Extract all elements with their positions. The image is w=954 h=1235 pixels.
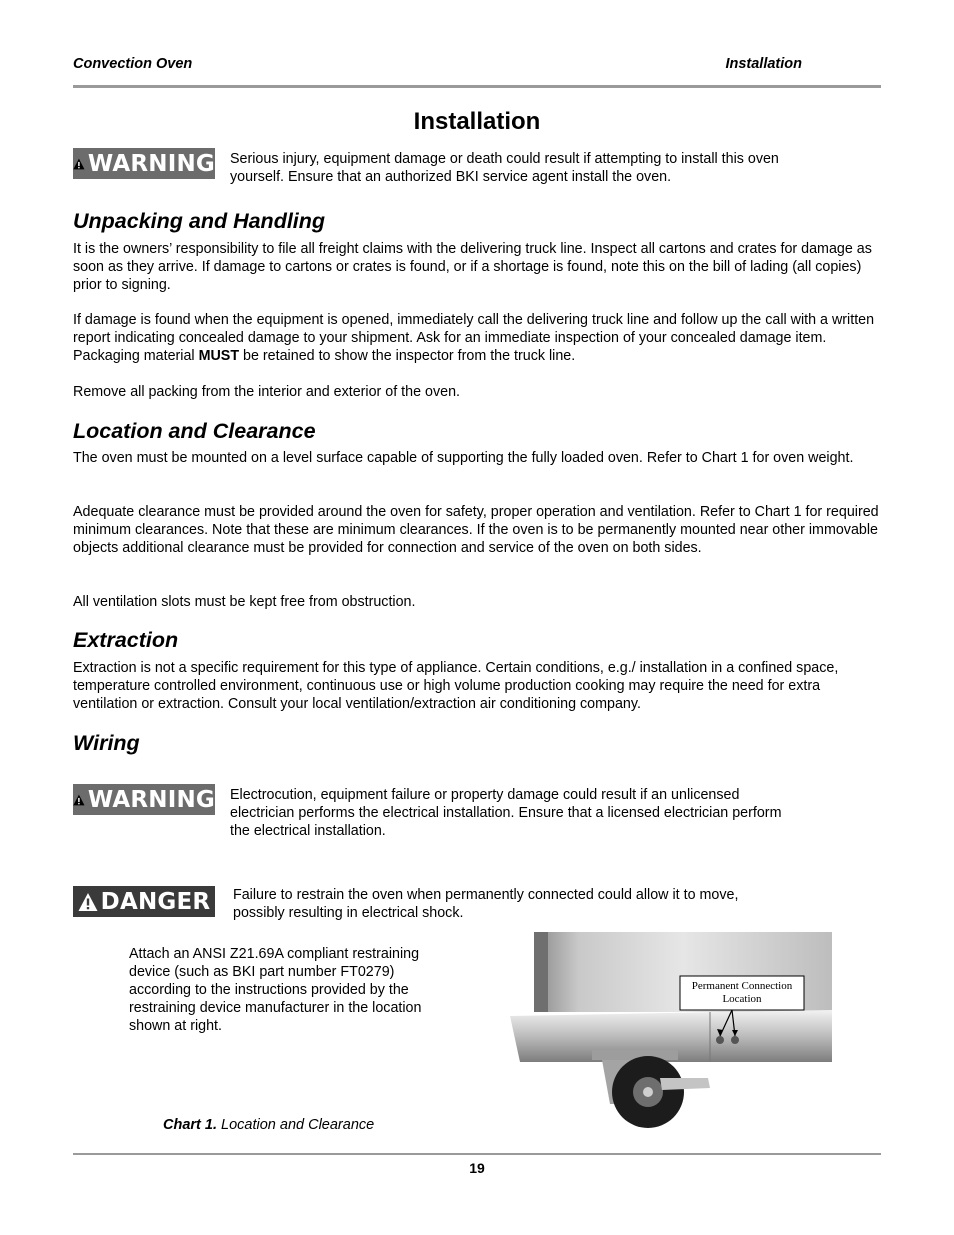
wiring-danger-text: Failure to restrain the oven when permanently connected could allow it to move, possibly resulting in electrical shock. <box>233 887 739 921</box>
warning-triangle-icon <box>73 790 85 810</box>
warning-triangle-icon <box>73 154 85 174</box>
caption-text: Location and Clearance <box>217 1117 375 1133</box>
heading-extraction: Extraction <box>73 628 179 652</box>
page-number: 19 <box>469 1160 485 1176</box>
oven-caster-photo <box>510 932 832 1128</box>
warning-badge-label: WARNING <box>87 786 215 813</box>
danger-badge <box>73 886 215 917</box>
location-paragraph-3: All ventilation slots must be kept free from obstruction. <box>73 594 416 610</box>
running-header-right: Installation <box>725 56 802 72</box>
running-header-left: Convection Oven <box>73 56 193 72</box>
chart-caption <box>163 1117 374 1133</box>
page-title: Installation <box>413 108 541 135</box>
heading-unpacking: Unpacking and Handling <box>73 209 326 233</box>
restraining-device-text: Attach an ANSI Z21.69A compliant restraining device (such as BKI part number FT0279) according to the instructions provided by the restraining device manufacturer in the location shown at right. <box>129 946 422 1034</box>
unpacking-paragraph-3: Remove all packing from the interior and exterior of the oven. <box>73 384 461 400</box>
wiring-warning-text: Electrocution, equipment failure or property damage could result if an unlicensed electrician performs the electrical installation. Ensure that a licensed electrician perform the electrical installation. <box>230 787 782 839</box>
header-rule <box>73 85 881 88</box>
heading-location: Location and Clearance <box>73 419 316 443</box>
unpacking-p2-end: be retained to show the inspector from the truck line. <box>239 348 576 364</box>
unpacking-paragraph-2 <box>73 311 883 365</box>
location-paragraph-1: The oven must be mounted on a level surface capable of supporting the fully loaded oven. Refer to Chart 1 for oven weight. <box>73 450 854 466</box>
warning-badge-label: WARNING <box>87 150 215 177</box>
unpacking-p2-start: If damage is found when the equipment is opened, immediately call the delivering truck line and follow up the call with a written report indicating concealed damage to your shipment. Ask for an immediate inspection of your concealed damage item. Packaging material <box>73 312 875 364</box>
caption-label: Chart 1. <box>163 1117 217 1133</box>
warning-install-text: Serious injury, equipment damage or death could result if attempting to install this oven yourself. Ensure that an authorized BKI service agent install the oven. <box>230 151 779 185</box>
unpacking-paragraph-1: It is the owners’ responsibility to file all freight claims with the delivering truck line. Inspect all cartons and crates for damage as soon as they arrive. If damage to cartons or crates is found, or if a shortage is found, note this on the bill of lading (all copies) prior to signing. <box>73 241 872 293</box>
footer-rule <box>73 1153 881 1155</box>
danger-badge-label: DANGER <box>100 888 211 915</box>
photo-label-line1: Permanent Connection <box>691 980 793 992</box>
heading-wiring: Wiring <box>73 731 140 755</box>
location-paragraph-2: Adequate clearance must be provided around the oven for safety, proper operation and ventilation. Refer to Chart 1 for required minimum clearances. Note that these are minimum clearances. If the oven is to be permanently mounted near other immovable objects additional clearance must be provided for connection and service of the oven on both sides. <box>73 504 879 556</box>
danger-triangle-icon <box>78 892 98 912</box>
photo-label-line2: Location <box>722 993 762 1005</box>
extraction-paragraph: Extraction is not a specific requirement for this type of appliance. Certain conditions, e.g./ installation in a confined space, temperature controlled environment, continuous use or high volume production cooking may require the need for extra ventilation or extraction. Consult your local ventilation/extraction air conditioning company. <box>73 660 839 712</box>
warning-badge <box>73 148 215 179</box>
unpacking-p2-must: MUST <box>198 348 240 364</box>
warning-badge-wiring <box>73 784 215 815</box>
